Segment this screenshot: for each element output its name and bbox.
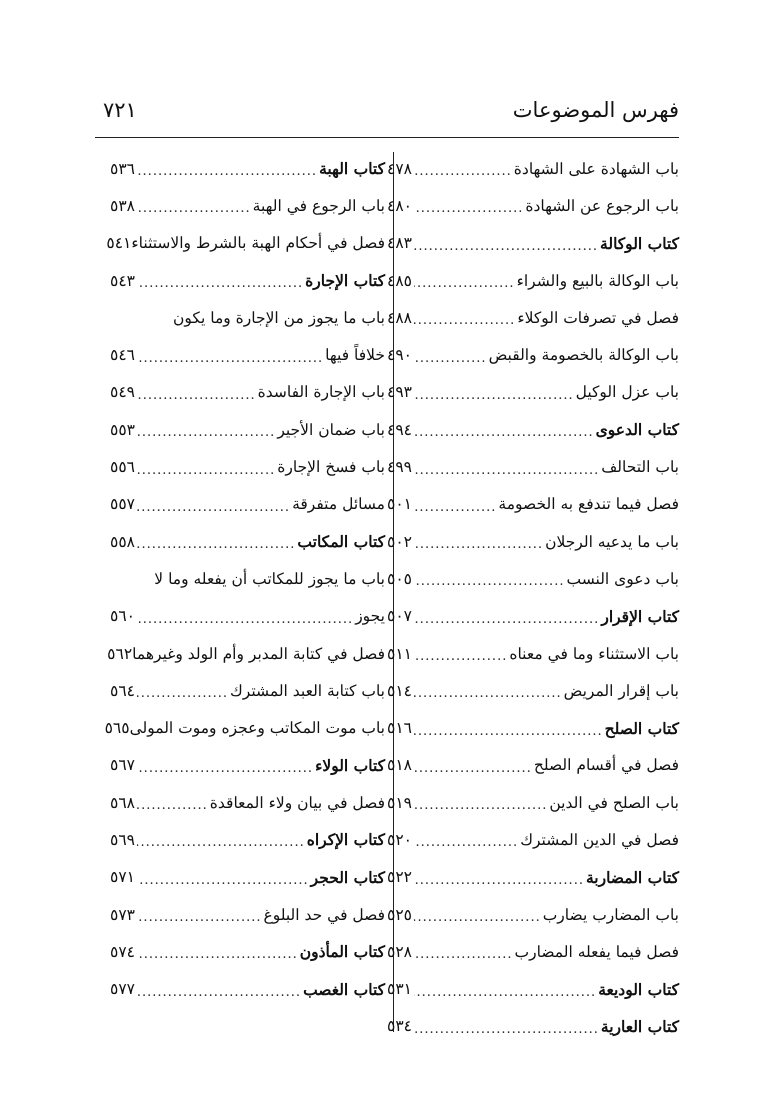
toc-entry-page: ٥٢٠ — [387, 830, 412, 849]
dot-leader — [137, 830, 305, 849]
dot-leader — [137, 607, 353, 626]
toc-entry-page: ٥١٩ — [387, 793, 412, 812]
toc-entry-page: ٥٠٢ — [387, 532, 412, 551]
toc-entry-page: ٥٢٨ — [387, 942, 412, 961]
dot-leader — [414, 196, 523, 215]
toc-entry — [110, 672, 385, 709]
dot-leader — [414, 458, 599, 477]
toc-entry — [110, 560, 385, 597]
toc-entry-title: كتاب الحجر — [310, 867, 385, 887]
toc-entry-title: فصل في بيان ولاء المعاقدة — [209, 793, 385, 812]
dot-leader — [414, 607, 599, 626]
toc-entry-title: كتاب الإجارة — [305, 271, 385, 291]
dot-leader — [137, 681, 228, 700]
toc-entry-title: باب إقرار المريض — [563, 681, 679, 700]
toc-entry-page: ٤٨٥ — [387, 271, 412, 290]
toc-entry-page: ٥٦٩ — [110, 830, 135, 849]
toc-entry — [110, 187, 385, 224]
toc-entry-title: كتاب الغصب — [303, 979, 385, 999]
toc-entry-page: ٥٥٨ — [110, 532, 135, 551]
toc-entry — [387, 747, 679, 784]
toc-entry — [110, 299, 385, 336]
toc-entry-title: فصل في الدين المشترك — [520, 830, 679, 849]
toc-entry — [110, 598, 385, 635]
toc-entry-title: كتاب الإكراه — [306, 830, 385, 850]
toc-entry-title: فصل في أقسام الصلح — [533, 756, 679, 775]
toc-entry — [387, 598, 679, 635]
toc-column-left — [104, 150, 385, 1008]
toc-entry-title: باب ضمان الأجير — [277, 420, 385, 439]
toc-entry-title: باب المضارب يضارب — [542, 905, 679, 924]
dot-leader — [414, 793, 547, 812]
toc-entry-title: يجوز — [355, 607, 385, 626]
toc-entry-title: كتاب المضاربة — [585, 867, 679, 887]
toc-entry-title: خلافاً فيها — [325, 346, 385, 365]
toc-entry-page: ٥٦٤ — [110, 681, 135, 700]
toc-entry — [110, 448, 385, 485]
toc-entry-page: ٥٦٠ — [110, 607, 135, 626]
toc-entry — [387, 709, 679, 746]
toc-entry-title: فصل فيما يفعله المضارب — [514, 942, 679, 961]
toc-entry-page: ٤٧٨ — [387, 159, 412, 178]
toc-entry-page: ٥١١ — [387, 644, 412, 663]
toc-entry — [387, 821, 679, 858]
toc-entry-page: ٥٤٣ — [110, 271, 135, 290]
toc-entry-page: ٤٩٠ — [387, 346, 412, 365]
toc-entry-title: باب موت المكاتب وعجزه وموت المولى — [129, 719, 385, 738]
toc-entry-page: ٥٦٨ — [110, 793, 135, 812]
toc-entry — [387, 635, 679, 672]
toc-entry — [387, 374, 679, 411]
toc-entry — [387, 225, 679, 262]
toc-entry-page: ٥١٨ — [387, 756, 412, 775]
dot-leader — [414, 234, 598, 253]
toc-entry — [107, 635, 385, 672]
toc-entry-page: ٥٤١ — [106, 234, 132, 253]
toc-entry — [387, 150, 679, 187]
toc-entry-title: باب ما يجوز للمكاتب أن يفعله وما لا — [154, 569, 385, 588]
dot-leader — [414, 681, 562, 700]
toc-entry-title: كتاب المأذون — [299, 942, 385, 962]
toc-entry-title: باب الاستثناء وما في معناه — [509, 644, 679, 663]
toc-entry — [104, 709, 385, 746]
dot-leader — [137, 196, 251, 215]
toc-entry — [387, 299, 679, 336]
toc-entry-title: فصل في حد البلوغ — [263, 905, 385, 924]
toc-entry-title: باب كتابة العبد المشترك — [230, 681, 385, 700]
dot-leader — [137, 383, 256, 402]
toc-entry-page: ٥٤٩ — [110, 383, 135, 402]
toc-entry-page: ٤٨٣ — [387, 234, 412, 253]
dot-leader — [414, 159, 512, 178]
dot-leader — [414, 532, 543, 551]
toc-entry — [387, 187, 679, 224]
toc-entry — [387, 336, 679, 373]
toc-entry-title: باب الرجوع في الهبة — [252, 196, 385, 215]
toc-entry — [110, 933, 385, 970]
toc-entry-page: ٤٩٤ — [387, 420, 412, 439]
toc-entry-title: كتاب الولاء — [315, 755, 385, 775]
toc-entry-title: فصل فيما تندفع به الخصومة — [498, 495, 679, 514]
dot-leader — [137, 980, 301, 999]
toc-entry — [387, 523, 679, 560]
toc-entry-page: ٥٧٣ — [110, 905, 135, 924]
toc-entry-title: باب ما يدعيه الرجلان — [545, 532, 679, 551]
dot-leader — [414, 942, 513, 961]
toc-entry-page: ٥٦٢ — [107, 644, 133, 663]
toc-entry-title: باب دعوى النسب — [566, 569, 679, 588]
toc-entry-page: ٥٧١ — [110, 868, 135, 887]
toc-entry-page: ٥٥٧ — [110, 495, 135, 514]
toc-entry-title: كتاب الصلح — [604, 718, 679, 738]
dot-leader — [414, 308, 515, 327]
toc-entry-page: ٤٩٩ — [387, 458, 412, 477]
dot-leader — [137, 271, 303, 290]
toc-entry-title: كتاب الإقرار — [601, 606, 679, 626]
toc-entry — [387, 560, 679, 597]
toc-entry — [110, 859, 385, 896]
dot-leader — [137, 420, 275, 439]
toc-entry — [387, 784, 679, 821]
toc-entry-title: باب عزل الوكيل — [575, 383, 679, 402]
dot-leader — [414, 905, 541, 924]
dot-leader — [414, 569, 564, 588]
toc-entry-page: ٤٨٠ — [387, 196, 412, 215]
dot-leader — [414, 719, 603, 738]
toc-entry-page: ٥٧٧ — [110, 980, 135, 999]
toc-entry-title: باب الوكالة بالبيع والشراء — [516, 271, 679, 290]
toc-column-right — [387, 150, 679, 1045]
toc-entry-title: باب الإجارة الفاسدة — [257, 383, 385, 402]
dot-leader — [414, 980, 596, 999]
toc-entry-page: ٥٠٥ — [387, 569, 412, 588]
toc-entry — [387, 971, 679, 1008]
toc-entry-title: كتاب الهبة — [319, 159, 385, 179]
toc-entry-title: باب فسخ الإجارة — [277, 458, 385, 477]
toc-entry-title: كتاب الوكالة — [600, 233, 679, 253]
dot-leader — [137, 159, 317, 178]
toc-entry — [110, 411, 385, 448]
dot-leader — [137, 532, 295, 551]
toc-entry-title: باب الرجوع عن الشهادة — [525, 196, 679, 215]
dot-leader — [137, 868, 309, 887]
toc-entry — [106, 225, 385, 262]
toc-entry — [387, 411, 679, 448]
toc-entry-page: ٥٠١ — [387, 495, 412, 514]
toc-entry-page: ٥٦٧ — [110, 756, 135, 775]
toc-entry-title: كتاب الوديعة — [598, 979, 679, 999]
toc-entry-title: مسائل متفرقة — [292, 495, 385, 514]
toc-entry-page: ٥٥٦ — [110, 458, 135, 477]
toc-entry — [110, 896, 385, 933]
toc-entry — [387, 896, 679, 933]
toc-entry-page: ٥٣٨ — [110, 196, 135, 215]
toc-entry-title: باب الوكالة بالخصومة والقبض — [488, 346, 679, 365]
toc-entry — [110, 971, 385, 1008]
page-header — [95, 98, 679, 132]
toc-entry — [110, 374, 385, 411]
toc-entry — [387, 1008, 679, 1045]
toc-entry-page: ٥٤٦ — [110, 346, 135, 365]
toc-entry-page: ٤٩٣ — [387, 383, 412, 402]
toc-entry-title: فصل في كتابة المدبر وأم الولد وغيرهما — [132, 644, 385, 663]
toc-entry — [110, 486, 385, 523]
toc-entry-page: ٥١٤ — [387, 681, 412, 700]
dot-leader — [414, 830, 518, 849]
dot-leader — [414, 644, 507, 663]
dot-leader — [137, 346, 323, 365]
toc-entry-title: فصل في تصرفات الوكلاء — [517, 308, 679, 327]
dot-leader — [137, 756, 313, 775]
dot-leader — [137, 905, 262, 924]
dot-leader — [414, 756, 532, 775]
toc-entry — [110, 784, 385, 821]
toc-entry-title: باب التحالف — [601, 458, 679, 477]
toc-entry-page: ٥٦٥ — [104, 719, 130, 738]
toc-entry — [387, 262, 679, 299]
toc-entry — [110, 523, 385, 560]
toc-entry-title: فصل في أحكام الهبة بالشرط والاستثناء — [131, 234, 385, 253]
dot-leader — [414, 383, 574, 402]
dot-leader — [137, 458, 275, 477]
toc-entry — [387, 859, 679, 896]
dot-leader — [414, 420, 594, 439]
dot-leader — [137, 495, 290, 514]
toc-entry — [387, 933, 679, 970]
dot-leader — [414, 346, 487, 365]
toc-entry-title: باب الصلح في الدين — [549, 793, 679, 812]
header-rule — [95, 137, 679, 138]
toc-entry-title: باب ما يجوز من الإجارة وما يكون — [173, 308, 385, 327]
toc-entry-page: ٥٣٦ — [110, 159, 135, 178]
dot-leader — [414, 271, 515, 290]
dot-leader — [137, 793, 208, 812]
toc-entry — [110, 821, 385, 858]
dot-leader — [414, 1017, 599, 1036]
toc-entry-title: باب الشهادة على الشهادة — [513, 159, 679, 178]
dot-leader — [414, 868, 584, 887]
toc-entry — [110, 747, 385, 784]
toc-entry — [110, 150, 385, 187]
dot-leader — [137, 942, 298, 961]
toc-entry-page: ٥٧٤ — [110, 942, 135, 961]
toc-entry — [387, 448, 679, 485]
toc-entry-page: ٥٣٤ — [387, 1017, 412, 1036]
toc-entry-title: كتاب الدعوى — [595, 420, 679, 440]
toc-entry — [387, 486, 679, 523]
toc-entry-page: ٥٠٧ — [387, 607, 412, 626]
page-number: ٧٢١ — [103, 98, 137, 122]
toc-entry-page: ٥٣١ — [387, 980, 412, 999]
toc-entry-title: كتاب المكاتب — [297, 532, 385, 552]
toc-entry — [387, 672, 679, 709]
toc-entry-page: ٤٨٨ — [387, 308, 412, 327]
toc-entry-page: ٥٢٥ — [387, 905, 412, 924]
toc-entry-title: كتاب العارية — [600, 1016, 679, 1036]
toc-entry-page: ٥١٦ — [387, 719, 412, 738]
running-title: فهرس الموضوعات — [512, 98, 679, 122]
toc-entry-page: ٥٢٢ — [387, 868, 412, 887]
toc-entry-page: ٥٥٣ — [110, 420, 135, 439]
toc-entry — [110, 262, 385, 299]
dot-leader — [414, 495, 496, 514]
toc-entry — [110, 336, 385, 373]
